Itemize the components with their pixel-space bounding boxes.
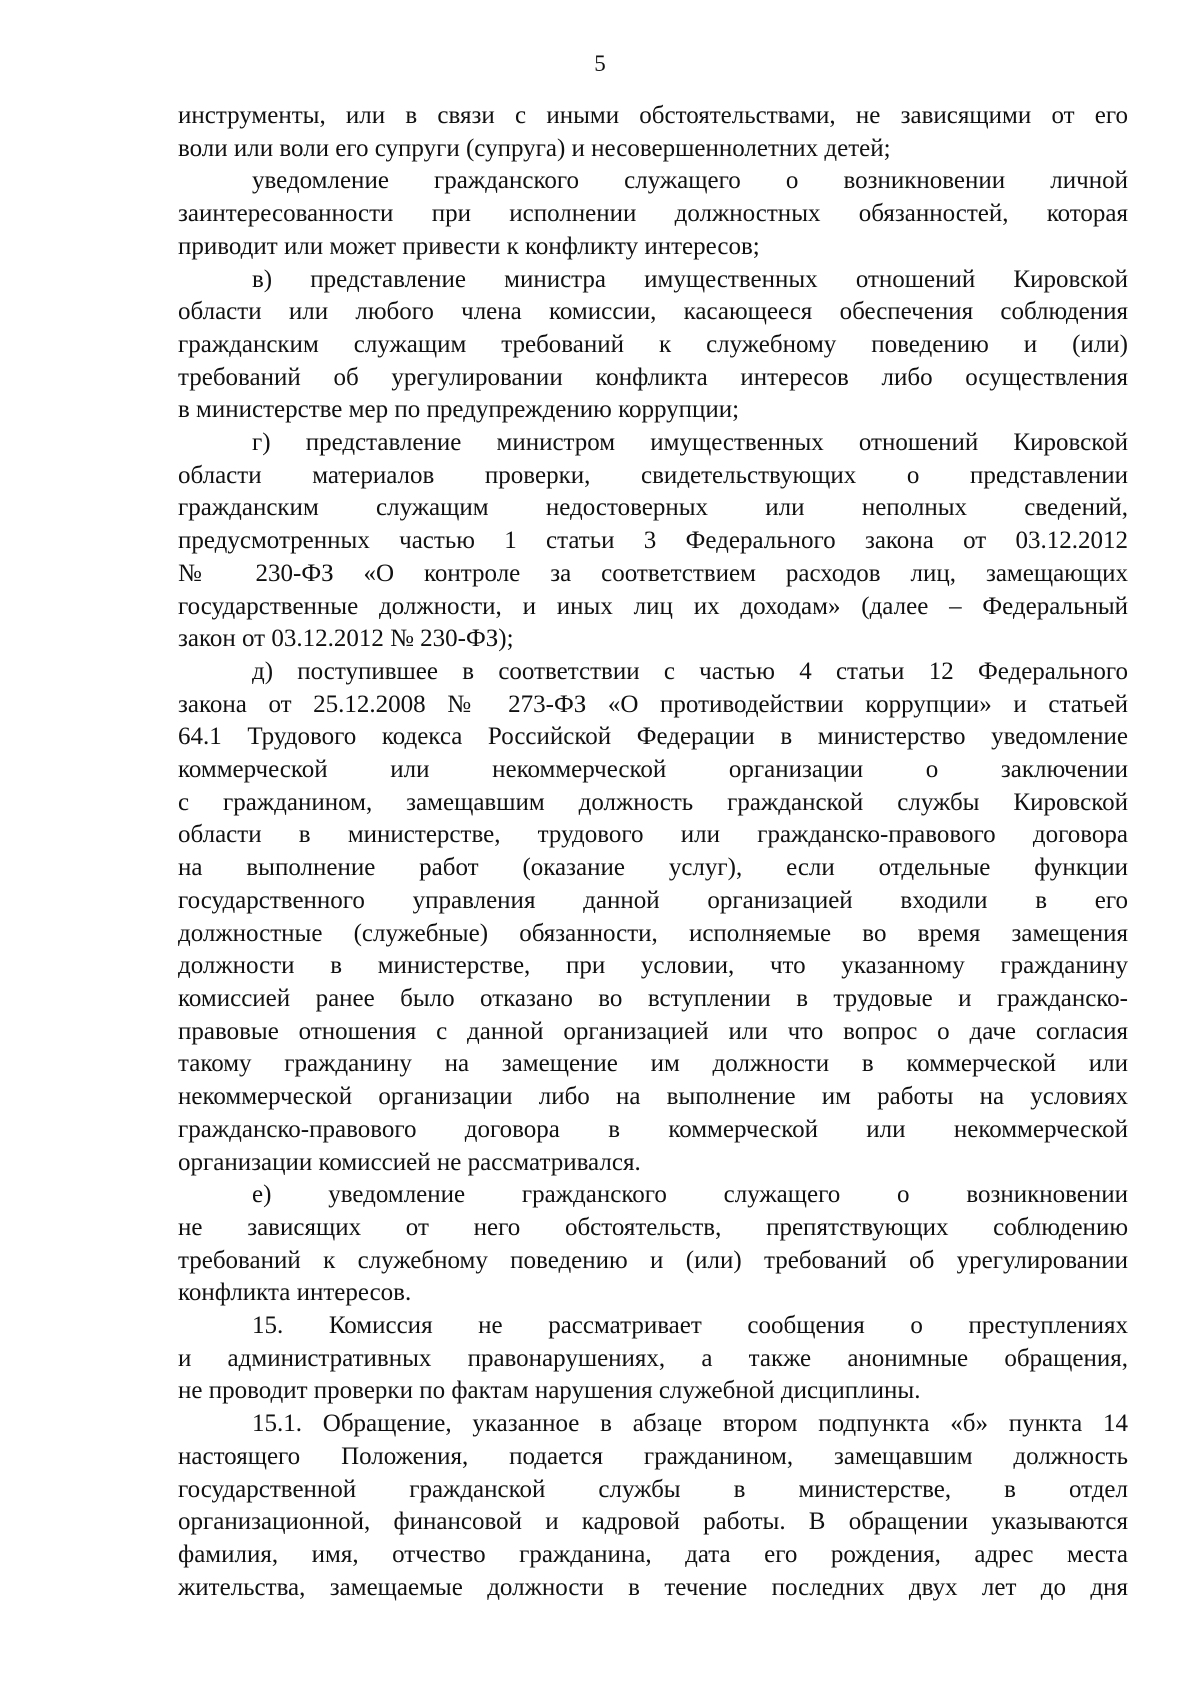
- text-line: гражданско-правового договора в коммерческой или некоммерческой: [178, 1115, 1128, 1143]
- text-line: воли или воли его супруги (супруга) и несовершеннолетних детей;: [178, 134, 891, 162]
- paragraph: [178, 427, 1128, 656]
- text-line: государственной гражданской службы в министерстве, в отдел: [178, 1475, 1128, 1503]
- text-line: 64.1 Трудового кодекса Российской Федерации в министерство уведомление: [178, 723, 1128, 751]
- text-line: некоммерческой организации либо на выполнение им работы на условиях: [178, 1083, 1128, 1111]
- text-line: д) поступившее в соответствии с частью 4 статьи 12 Федерального: [252, 657, 1128, 685]
- text-line: закон от 03.12.2012 № 230-ФЗ);: [178, 625, 514, 653]
- text-line: организационной, финансовой и кадровой работы. В обращении указываются: [178, 1508, 1128, 1536]
- text-line: с гражданином, замещавшим должность гражданской службы Кировской: [178, 788, 1128, 816]
- text-line: № 230-ФЗ «О контроле за соответствием расходов лиц, замещающих: [178, 559, 1128, 587]
- text-line: комиссией ранее было отказано во вступлении в трудовые и гражданско-: [178, 984, 1128, 1012]
- text-line: требований к служебному поведению и (или) требований об урегулировании: [178, 1246, 1128, 1274]
- text-line: не проводит проверки по фактам нарушения служебной дисциплины.: [178, 1377, 921, 1405]
- text-line: и административных правонарушениях, а также анонимные обращения,: [178, 1344, 1128, 1372]
- paragraph: [178, 165, 1128, 263]
- text-line: не зависящих от него обстоятельств, препятствующих соблюдению: [178, 1213, 1128, 1241]
- paragraph: [178, 1179, 1128, 1310]
- text-line: заинтересованности при исполнении должностных обязанностей, которая: [178, 200, 1128, 228]
- text-line: на выполнение работ (оказание услуг), если отдельные функции: [178, 854, 1128, 882]
- paragraph: [178, 1408, 1128, 1604]
- text-line: предусмотренных частью 1 статьи 3 Федерального закона от 03.12.2012: [178, 527, 1128, 555]
- text-line: в министерстве мер по предупреждению коррупции;: [178, 396, 740, 424]
- text-line: инструменты, или в связи с иными обстоятельствами, не зависящими от его: [178, 102, 1128, 129]
- paragraph: [178, 1310, 1128, 1408]
- text-line: правовые отношения с данной организацией или что вопрос о даче согласия: [178, 1017, 1128, 1045]
- text-line: приводит или может привести к конфликту интересов;: [178, 232, 760, 260]
- text-line: гражданским служащим недостоверных или неполных сведений,: [178, 494, 1128, 522]
- text-line: конфликта интересов.: [178, 1279, 412, 1307]
- text-line: области материалов проверки, свидетельствующих о представлении: [178, 461, 1128, 489]
- text-line: должностные (служебные) обязанности, исполняемые во время замещения: [178, 919, 1128, 947]
- text-line: организации комиссией не рассматривался.: [178, 1148, 641, 1176]
- paragraph: [178, 264, 1128, 428]
- text-line: государственные должности, и иных лиц их доходам» (далее – Федеральный: [178, 592, 1128, 620]
- paragraph: [178, 656, 1128, 1179]
- text-line: настоящего Положения, подается гражданином, замещавшим должность: [178, 1442, 1128, 1470]
- text-line: должности в министерстве, при условии, что указанному гражданину: [178, 952, 1128, 980]
- page-number: 5: [594, 51, 606, 76]
- text-line: закона от 25.12.2008 № 273-ФЗ «О противодействии коррупции» и статьей: [178, 690, 1128, 718]
- text-line: такому гражданину на замещение им должности в коммерческой или: [178, 1050, 1128, 1078]
- text-line: 15. Комиссия не рассматривает сообщения о преступлениях: [252, 1312, 1128, 1340]
- document-body: [178, 100, 1128, 1604]
- text-line: фамилия, имя, отчество гражданина, дата его рождения, адрес места: [178, 1540, 1128, 1568]
- text-line: области в министерстве, трудового или гражданско-правового договора: [178, 821, 1128, 849]
- text-line: 15.1. Обращение, указанное в абзаце втором подпункта «б» пункта 14: [252, 1410, 1128, 1438]
- text-line: требований об урегулировании конфликта интересов либо осуществления: [178, 363, 1128, 391]
- text-line: коммерческой или некоммерческой организации о заключении: [178, 756, 1128, 784]
- text-line: гражданским служащим требований к служебному поведению и (или): [178, 330, 1128, 358]
- text-line: е) уведомление гражданского служащего о возникновении: [252, 1181, 1128, 1209]
- text-line: жительства, замещаемые должности в течение последних двух лет до дня: [178, 1573, 1128, 1601]
- text-line: государственного управления данной организацией входили в его: [178, 886, 1128, 914]
- text-line: уведомление гражданского служащего о возникновении личной: [252, 167, 1128, 195]
- text-line: области или любого члена комиссии, касающееся обеспечения соблюдения: [178, 298, 1128, 326]
- paragraph: [178, 100, 1128, 165]
- text-line: в) представление министра имущественных отношений Кировской: [252, 265, 1128, 293]
- text-line: г) представление министром имущественных отношений Кировской: [252, 429, 1128, 457]
